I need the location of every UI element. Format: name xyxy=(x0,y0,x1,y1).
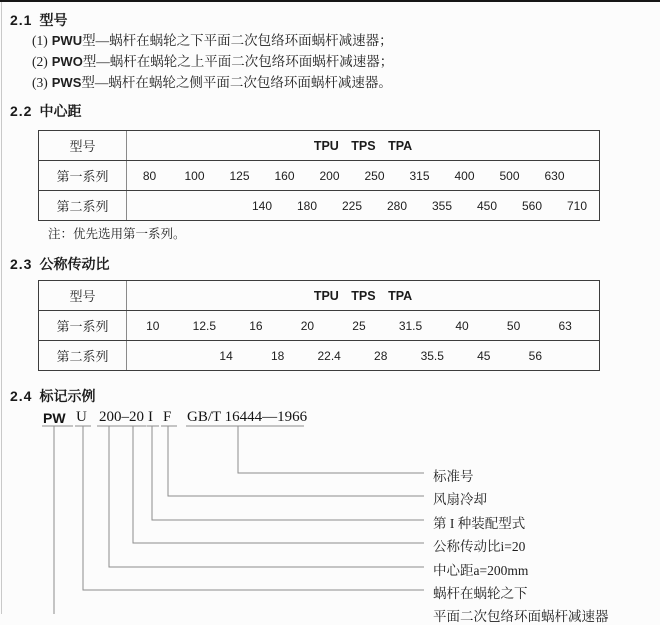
series-2-label: 第二系列 xyxy=(39,191,127,220)
model-desc-pwu: 型—蜗杆在蜗轮之下平面二次包络环面蜗杆减速器； xyxy=(82,33,393,48)
section-2-4-title: 标记示例 xyxy=(39,388,96,404)
section-2-2-heading xyxy=(10,101,81,121)
value-cell: 12.5 xyxy=(192,318,216,333)
value-cell: 500 xyxy=(499,168,520,183)
value-cell: 280 xyxy=(386,198,408,213)
table-header-row xyxy=(39,281,599,310)
value-cell: 140 xyxy=(251,198,273,213)
ratio-table xyxy=(38,280,600,371)
section-2-1-number: 2.1 xyxy=(10,12,33,28)
value-cell: 100 xyxy=(184,168,205,183)
model-span-header-cell: TPU TPS TPA xyxy=(313,288,413,303)
callout-label-standard-number: 标准号 xyxy=(433,469,474,484)
section-2-3-title: 公称传动比 xyxy=(39,256,110,272)
callout-label-worm-position: 蜗杆在蜗轮之下 xyxy=(433,586,528,601)
value-cell: 16 xyxy=(249,318,263,333)
series-1-values xyxy=(127,161,599,190)
model-item-pws xyxy=(32,72,393,93)
value-cell: 160 xyxy=(274,168,295,183)
model-item-index: (1) xyxy=(32,33,48,48)
model-item-index: (2) xyxy=(32,54,48,69)
series-2-label: 第二系列 xyxy=(39,341,127,370)
section-2-1-heading xyxy=(10,10,67,30)
table-note: 注：优先选用第一系列。 xyxy=(48,227,186,241)
section-2-2-title: 中心距 xyxy=(39,103,82,119)
model-header-cell: 型号 xyxy=(39,281,127,310)
series-1-label: 第一系列 xyxy=(39,161,127,190)
value-cell: 710 xyxy=(566,198,588,213)
value-cell: 50 xyxy=(506,318,521,333)
series-1-label: 第一系列 xyxy=(39,311,127,340)
page-top-rule xyxy=(0,0,660,2)
series-2-row xyxy=(39,190,599,220)
marking-standard-code: GB/T 16444—1966 xyxy=(187,409,308,425)
section-2-4-number: 2.4 xyxy=(10,388,33,404)
callout-label-fan-cooling: 风扇冷却 xyxy=(433,492,487,507)
series-2-row xyxy=(39,340,599,370)
model-desc-pws: 型—蜗杆在蜗轮之侧平面二次包络环面蜗杆减速器。 xyxy=(81,75,392,90)
value-cell: 22.4 xyxy=(317,348,341,363)
value-cell: 180 xyxy=(296,198,318,213)
value-cell: 560 xyxy=(521,198,543,213)
value-cell: 31.5 xyxy=(398,318,423,333)
value-cell: 630 xyxy=(544,168,565,183)
series-1-row xyxy=(39,160,599,190)
value-cell: 63 xyxy=(558,318,572,333)
callout-label-reducer-type: 平面二次包络环面蜗杆减速器 xyxy=(433,609,609,624)
section-2-1-title: 型号 xyxy=(39,12,68,28)
value-cell: 250 xyxy=(364,168,385,183)
value-cell: 225 xyxy=(341,198,363,213)
value-cell: 14 xyxy=(219,348,233,363)
marking-spec-code: 200–20 xyxy=(99,409,144,425)
value-cell: 28 xyxy=(374,348,388,363)
callout-label-nominal-ratio: 公称传动比i=20 xyxy=(433,539,526,554)
callout-label-assembly-type: 第 I 种装配型式 xyxy=(433,516,526,531)
value-cell: 450 xyxy=(476,198,498,213)
model-code-pwu: PWU xyxy=(51,33,83,48)
value-cell: 200 xyxy=(319,168,340,183)
section-2-2-number: 2.2 xyxy=(10,103,33,119)
marking-cooling-code: F xyxy=(163,409,172,425)
value-cell: 20 xyxy=(300,318,315,333)
value-cell: 125 xyxy=(229,168,250,183)
value-cell: 400 xyxy=(454,168,475,183)
value-cell: 355 xyxy=(431,198,453,213)
callout-lines xyxy=(0,408,660,614)
marking-type-code: U xyxy=(76,409,87,425)
model-list xyxy=(32,30,393,93)
value-cell: 18 xyxy=(270,348,285,363)
center-distance-table xyxy=(38,130,600,221)
marking-assembly-code: I xyxy=(148,409,153,425)
model-item-pwu xyxy=(32,30,393,51)
value-cell: 25 xyxy=(352,318,366,333)
value-cell: 80 xyxy=(142,168,157,183)
section-2-3-heading xyxy=(10,254,109,274)
model-header-cell: 型号 xyxy=(39,131,127,160)
section-2-4-heading xyxy=(10,386,95,406)
series-1-values xyxy=(127,311,599,340)
series-2-values xyxy=(127,191,599,220)
model-code-pwo: PWO xyxy=(51,54,83,69)
marking-series-code: PW xyxy=(43,410,66,426)
table-header-row xyxy=(39,131,599,160)
value-cell: 35.5 xyxy=(420,348,444,363)
value-cell: 56 xyxy=(528,348,543,363)
model-desc-pwo: 型—蜗杆在蜗轮之上平面二次包络环面蜗杆减速器； xyxy=(82,54,394,69)
series-1-row xyxy=(39,310,599,340)
model-code-pws: PWS xyxy=(51,75,82,90)
value-cell: 10 xyxy=(146,318,160,333)
value-cell: 45 xyxy=(477,348,491,363)
section-2-3-number: 2.3 xyxy=(10,256,33,272)
model-span-header-cell: TPU TPS TPA xyxy=(313,138,413,153)
model-item-pwo xyxy=(32,51,393,72)
model-item-index: (3) xyxy=(32,75,48,90)
value-cell: 315 xyxy=(409,168,430,183)
series-2-values xyxy=(127,341,599,370)
value-cell: 40 xyxy=(455,318,469,333)
callout-label-center-distance: 中心距a=200mm xyxy=(433,563,529,578)
